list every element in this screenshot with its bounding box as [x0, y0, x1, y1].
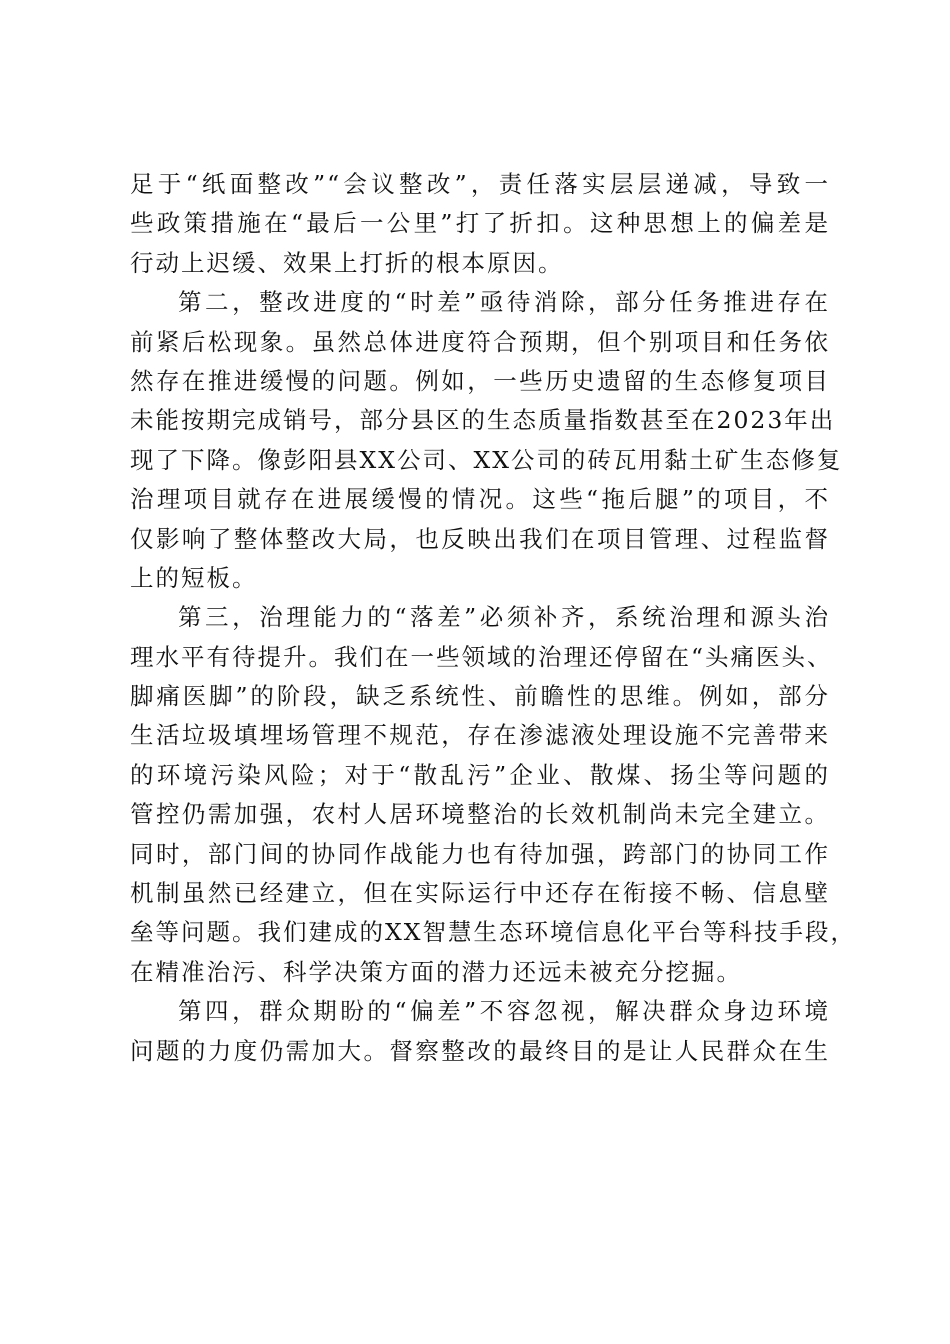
text-line: 管控仍需加强，农村人居环境整治的长效机制尚未完全建立。	[130, 800, 830, 829]
text-line: 在精准治污、科学决策方面的潜力还远未被充分挖掘。	[130, 957, 742, 986]
text-line: 治理项目就存在进展缓慢的情况。这些“拖后腿”的项目，不	[130, 485, 830, 514]
text-line: 第四，群众期盼的“偏差”不容忽视，解决群众身边环境	[178, 997, 830, 1026]
text-line: 现了下降。像彭阳县XX公司、XX公司的砖瓦用黏土矿生态修复	[130, 445, 843, 474]
text-line: 足于“纸面整改”“会议整改”，责任落实层层递减，导致一	[130, 170, 830, 198]
text-line: 脚痛医脚”的阶段，缺乏系统性、前瞻性的思维。例如，部分	[130, 682, 830, 711]
paragraph-continuation	[130, 165, 830, 283]
text-line: 上的短板。	[130, 563, 258, 592]
text-line: 理水平有待提升。我们在一些领域的治理还停留在“头痛医头、	[130, 642, 833, 671]
text-line: 问题的力度仍需加大。督察整改的最终目的是让人民群众在生	[130, 1036, 830, 1065]
document-body	[130, 165, 856, 1071]
text-line: 前紧后松现象。虽然总体进度符合预期，但个别项目和任务依	[130, 327, 830, 356]
text-line: 机制虽然已经建立，但在实际运行中还存在衔接不畅、信息壁	[130, 879, 830, 908]
text-line: 仅影响了整体整改大局，也反映出我们在项目管理、过程监督	[130, 524, 830, 553]
text-line: 生活垃圾填埋场管理不规范，存在渗滤液处理设施不完善带来	[130, 721, 830, 750]
text-line: 同时，部门间的协同作战能力也有待加强，跨部门的协同工作	[130, 839, 830, 868]
text-line: 些政策措施在“最后一公里”打了折扣。这种思想上的偏差是	[130, 209, 830, 238]
text-line: 的环境污染风险；对于“散乱污”企业、散煤、扬尘等问题的	[130, 760, 830, 789]
text-line: 然存在推进缓慢的问题。例如，一些历史遗留的生态修复项目	[130, 366, 830, 395]
paragraph-third	[130, 598, 856, 992]
paragraph-second	[130, 283, 843, 598]
text-line: 第二，整改进度的“时差”亟待消除，部分任务推进存在	[178, 288, 830, 317]
text-line: 垒等问题。我们建成的XX智慧生态环境信息化平台等科技手段，	[130, 918, 856, 947]
paragraph-fourth	[130, 992, 830, 1071]
text-line: 未能按期完成销号，部分县区的生态质量指数甚至在2023年出	[130, 406, 836, 435]
text-line: 第三，治理能力的“落差”必须补齐，系统治理和源头治	[178, 603, 830, 632]
text-line: 行动上迟缓、效果上打折的根本原因。	[130, 248, 564, 277]
